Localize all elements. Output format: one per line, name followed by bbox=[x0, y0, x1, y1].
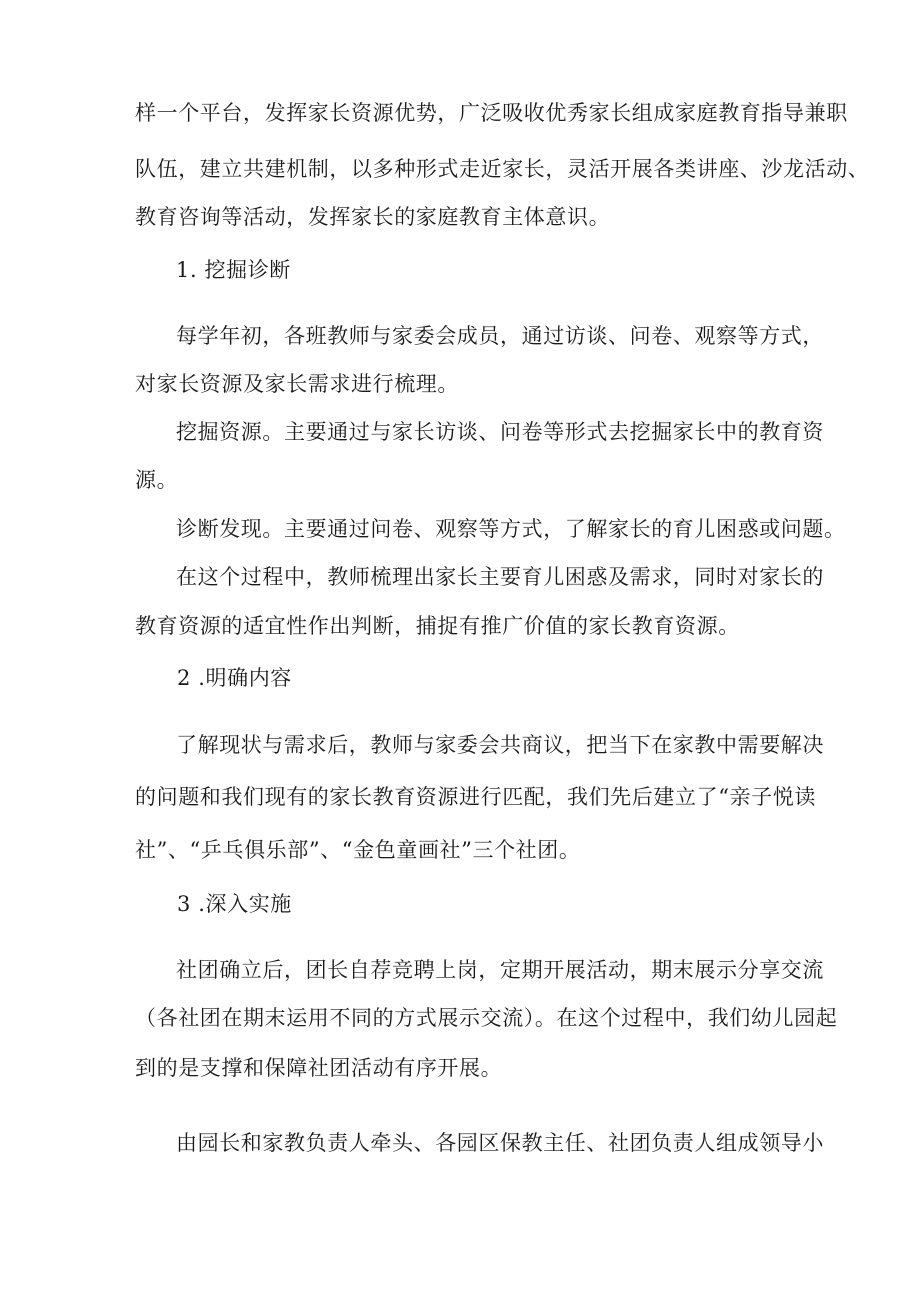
text-line-10: 在这个过程中，教师梳理出家长主要育儿困惑及需求，同时对家长的 bbox=[176, 565, 824, 589]
text-line-14: 的问题和我们现有的家长教育资源进行匹配，我们先后建立了“亲子悦读 bbox=[135, 785, 816, 809]
text-line-11: 教育资源的适宜性作出判断，捕捉有推广价值的家长教育资源。 bbox=[135, 614, 740, 638]
text-line-13: 了解现状与需求后，教师与家委会共商议，把当下在家教中需要解决 bbox=[176, 733, 824, 757]
text-line-20: 由园长和家教负责人牵头、各园区保教主任、社团负责人组成领导小 bbox=[176, 1131, 824, 1155]
text-line-18: （各社团在期末运用不同的方式展示交流）。在这个过程中，我们幼儿园起 bbox=[135, 1006, 838, 1030]
text-line-17: 社团确立后，团长自荐竞聘上岗，定期开展活动，期末展示分享交流 bbox=[176, 958, 824, 982]
text-line-3: 教育咨询等活动，发挥家长的家庭教育主体意识。 bbox=[135, 205, 611, 229]
text-line-8: 源。 bbox=[135, 468, 179, 492]
heading-1: 1. 挖掘诊断 bbox=[176, 258, 291, 282]
text-line-2: 队伍，建立共建机制，以多种形式走近家长，灵活开展各类讲座、沙龙活动、 bbox=[135, 157, 870, 181]
heading-2: 2 .明确内容 bbox=[177, 666, 292, 690]
text-line-1: 样一个平台，发挥家长资源优势，广泛吸收优秀家长组成家庭教育指导兼职 bbox=[135, 101, 848, 125]
text-line-6: 对家长资源及家长需求进行梳理。 bbox=[135, 372, 459, 396]
text-line-9: 诊断发现。主要通过问卷、观察等方式，了解家长的育儿困惑或问题。 bbox=[176, 517, 846, 541]
text-line-5: 每学年初，各班教师与家委会成员，通过访谈、问卷、观察等方式， bbox=[176, 324, 824, 348]
heading-3: 3 .深入实施 bbox=[177, 892, 292, 916]
text-line-7: 挖掘资源。主要通过与家长访谈、问卷等形式去挖掘家长中的教育资 bbox=[176, 420, 824, 444]
text-line-19: 到的是支撑和保障社团活动有序开展。 bbox=[135, 1056, 503, 1080]
text-line-15: 社”、“乒乓俱乐部”、“金色童画社”三个社团。 bbox=[135, 838, 581, 862]
